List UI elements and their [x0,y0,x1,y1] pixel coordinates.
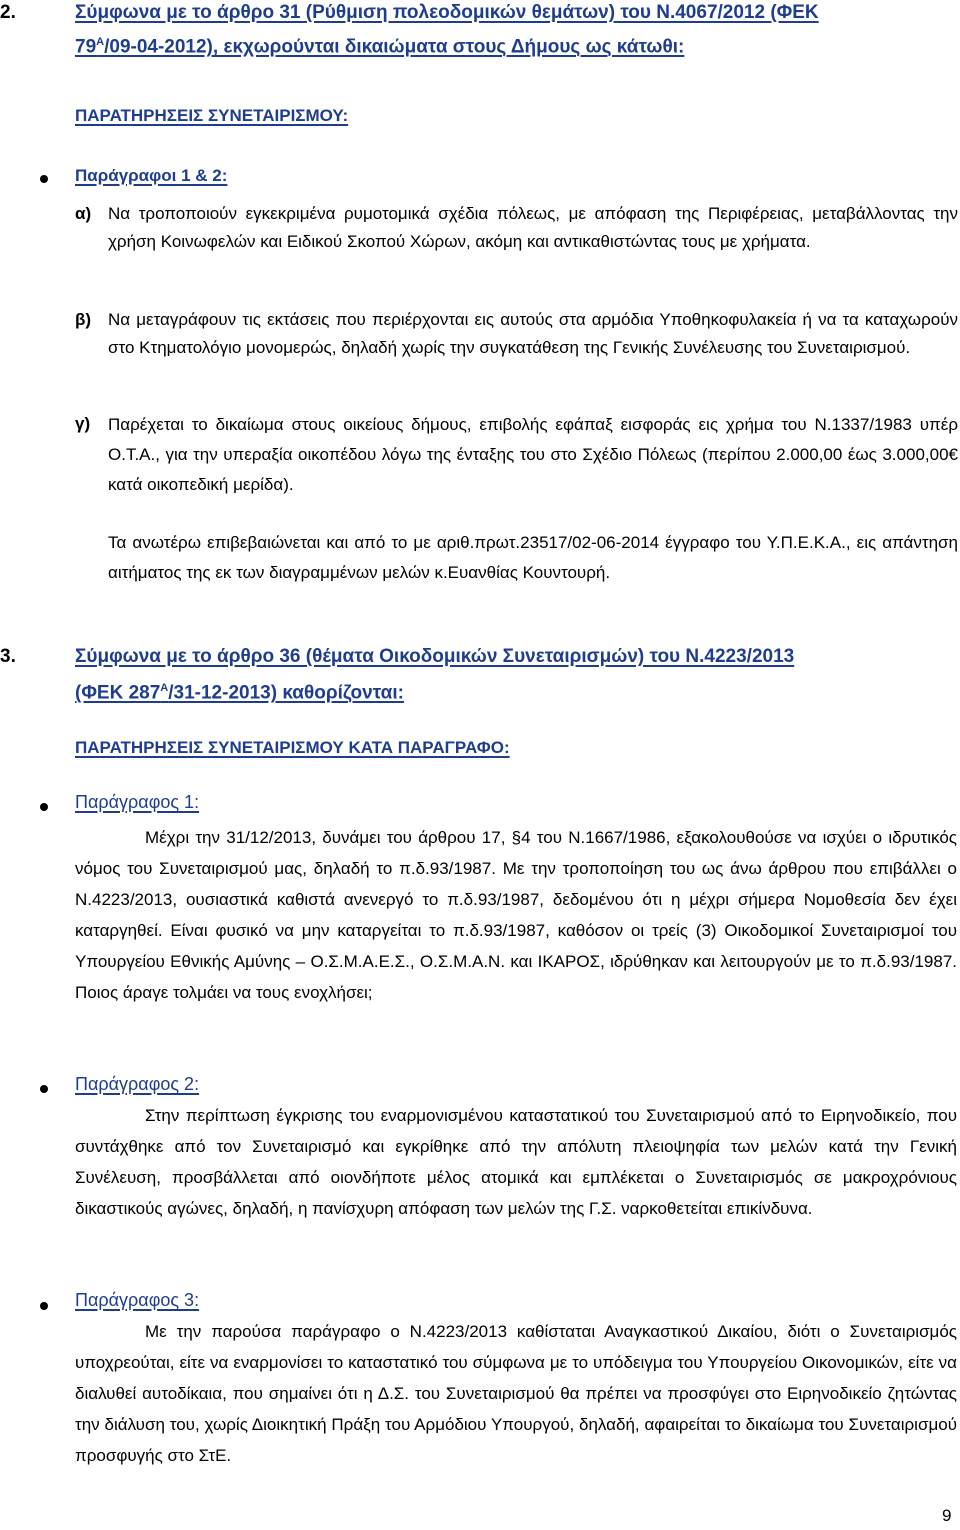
section-2-remarks-title: ΠΑΡΑΤΗΡΗΣΕΙΣ ΣΥΝΕΤΑΙΡΙΣΜΟΥ: [75,106,349,125]
item-b-text: Να μεταγράφουν τις εκτάσεις που περιέρχονται εις αυτούς στα αρμόδια Υποθηκοφυλακεία ή να τα καταχωρούν στο Κτηματολόγιο μονομερώς, δηλαδή χωρίς την συγκατάθεση της Γενικής Συνέλευσης του Συνεταιρισμού. [108,310,958,357]
bullet-icon [40,175,48,183]
heading-rest: /09-04-2012), εκχωρούνται δικαιώματα στους Δήμους ως κάτωθι: [104,36,685,58]
paragraph-2-text: Στην περίπτωση έγκρισης του εναρμονισμένου καταστατικού του Συνεταιρισμού από το Ειρηνοδικείο, που συντάχθηκε από τον Συνεταιρισμό και εγκρίθηκε από την απόλυτη πλειοψηφία των μελών κατά την Γενική Συνέλευση, προσβάλλεται από οιονδήποτε μέλος ατομικά και εμπλέκεται ο Συνεταιρισμός σε μακροχρόνιους δικαστικούς αγώνες, δηλαδή, η πανίσχυρη απόφαση των μελών της Γ.Σ. ναρκοθετείται επικίνδυνα. [75,1106,957,1218]
paragraphs-1-2-label: Παράγραφοι 1 & 2: [75,166,228,185]
heading-superscript: Α [96,36,105,48]
paragraph-2-label: Παράγραφος 2: [75,1074,200,1094]
heading-number: (ΦΕΚ 287 [75,682,161,704]
paragraph-3-label: Παράγραφος 3: [75,1290,200,1310]
section-3-number: 3. [0,646,16,667]
item-b-label: β) [75,310,92,329]
confirmation-text: Τα ανωτέρω επιβεβαιώνεται και από το με αριθ.πρωτ.23517/02-06-2014 έγγραφο του Υ.Π.Ε.Κ.Α., εις απάντηση αιτήματος της εκ των διαγραμμένων μελών κ.Ευανθίας Κουντουρή. [108,533,958,582]
paragraph-1-text: Μέχρι την 31/12/2013, δυνάμει του άρθρου 17, §4 του Ν.1667/1986, εξακολουθούσε να ισχύει ο ιδρυτικός νόμος του Συνεταιρισμού μας, δηλαδή το π.δ.93/1987. Με την τροποποίηση του ως άνω άρθρου που επιβάλλει ο Ν.4223/2013, ουσιαστικά καθιστά ανενεργό το π.δ.93/1987, δεδομένου ότι η μέχρι σήμερα Νομοθεσία δεν έχει καταργηθεί. Είναι φυσικό να μην καταργείται το π.δ.93/1987, καθόσον οι τρείς (3) Οικοδομικοί Συνεταιρισμοί του Υπουργείου Εθνικής Αμύνης – Ο.Σ.Μ.Α.Ε.Σ., Ο.Σ.Μ.Α.Ν. και ΙΚΑΡΟΣ, ιδρύθηκαν και λειτουργούν με το π.δ.93/1987. Ποιος άραγε τολμάει να τους ενοχλήσει; [75,828,957,1002]
heading-rest: /31-12-2013) καθορίζονται: [168,682,404,704]
item-c-label: γ) [75,414,91,433]
heading-number: 79 [75,36,97,58]
section-3-heading-line2 [75,682,404,704]
item-a-label: α) [75,204,92,223]
section-2-heading-line1: Σύμφωνα με το άρθρο 31 (Ρύθμιση πολεοδομικών θεμάτων) του Ν.4067/2012 (ΦΕΚ [75,2,819,23]
bullet-icon [40,1302,48,1310]
section-3-remarks-title: ΠΑΡΑΤΗΡΗΣΕΙΣ ΣΥΝΕΤΑΙΡΙΣΜΟΥ ΚΑΤΑ ΠΑΡΑΓΡΑΦΟ: [75,738,510,757]
paragraph-1-label: Παράγραφος 1: [75,792,200,812]
item-c-text: Παρέχεται το δικαίωμα στους οικείους δήμους, επιβολής εφάπαξ εισφοράς εις χρήμα του Ν.1337/1983 υπέρ Ο.Τ.Α., για την υπεραξία οικοπέδου λόγω της ένταξης του στο Σχέδιο Πόλεως (περίπου 2.000,00 έως 3.000,00€ κατά οικοπεδική μερίδα). [108,415,958,494]
bullet-icon [40,1085,48,1093]
section-2-number: 2. [0,2,16,23]
paragraph-3-text: Με την παρούσα παράγραφο ο Ν.4223/2013 καθίσταται Αναγκαστικού Δικαίου, διότι ο Συνεταιρισμός υποχρεούται, είτε να εναρμονίσει το καταστατικό του σύμφωνα με το υπόδειγμα του Υπουργείου Οικονομικών, είτε να διαλυθεί αυτοδίκαια, που σημαίνει ότι η Δ.Σ. του Συνεταιρισμού θα πρέπει να προσφύγει στο Ειρηνοδικείο ζητώντας την διάλυση του, χωρίς Διοικητική Πράξη του Αρμόδιου Υπουργού, δηλαδή, αφαιρείται το δικαίωμα του Συνεταιρισμού προσφυγής στο ΣτΕ. [75,1322,957,1465]
page-number: 9 [942,1506,952,1525]
bullet-icon [40,803,48,811]
section-2-heading-line2 [75,36,684,58]
heading-superscript: Α [160,682,169,694]
item-a-text: Να τροποποιούν εγκεκριμένα ρυμοτομικά σχέδια πόλεως, με απόφαση της Περιφέρειας, μεταβάλλοντας την χρήση Κοινωφελών και Ειδικού Σκοπού Χώρων, ακόμη και αντικαθιστώντας τους με χρήματα. [108,204,958,251]
section-3-heading-line1: Σύμφωνα με το άρθρο 36 (θέματα Οικοδομικών Συνεταιρισμών) του Ν.4223/2013 [75,646,795,667]
